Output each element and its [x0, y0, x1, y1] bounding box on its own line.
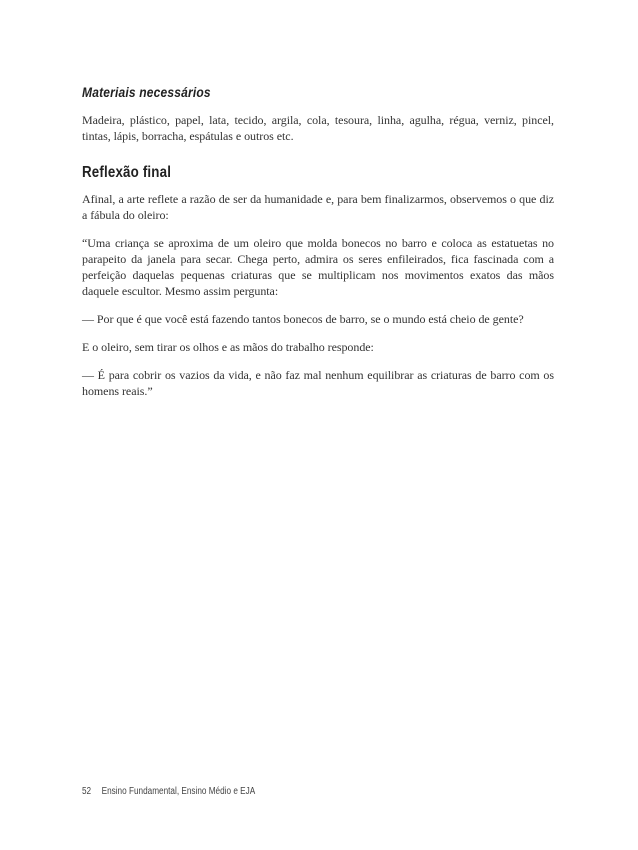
reflection-paragraph-question: — Por que é que você está fazendo tantos bonecos de barro, se o mundo está cheio de gente?	[82, 312, 524, 326]
reflection-paragraph-intro: Afinal, a arte reflete a razão de ser da humanidade e, para bem finalizarmos, observemos o que diz a fábula do oleiro:	[82, 192, 554, 222]
reflection-paragraph-fable: “Uma criança se aproxima de um oleiro que molda bonecos no barro e coloca as estatuetas no parapeito da janela para secar. Chega perto, admira os seres enfileirados, fica fascinada com a perfeição daquelas pequenas criaturas que se multiplicam nos movimentos exatos das mãos daquele escultor. Mesmo assim pergunta:	[82, 236, 554, 298]
reflection-paragraph-answer: — É para cobrir os vazios da vida, e não faz mal nenhum equilibrar as criaturas de barro com os homens reais.”	[82, 368, 554, 398]
reflection-heading: Reflexão final	[82, 164, 172, 181]
materials-text: Madeira, plástico, papel, lata, tecido, argila, cola, tesoura, linha, agulha, régua, verniz, pincel, tintas, lápis, borracha, espátulas e outros etc.	[82, 113, 554, 143]
footer-label: Ensino Fundamental, Ensino Médio e EJA	[101, 786, 256, 797]
page-footer	[82, 786, 255, 797]
page-number: 52	[82, 786, 92, 797]
reflection-paragraph-response-intro: E o oleiro, sem tirar os olhos e as mãos do trabalho responde:	[82, 340, 374, 354]
page-content	[82, 84, 554, 399]
materials-heading: Materiais necessários	[82, 84, 211, 100]
